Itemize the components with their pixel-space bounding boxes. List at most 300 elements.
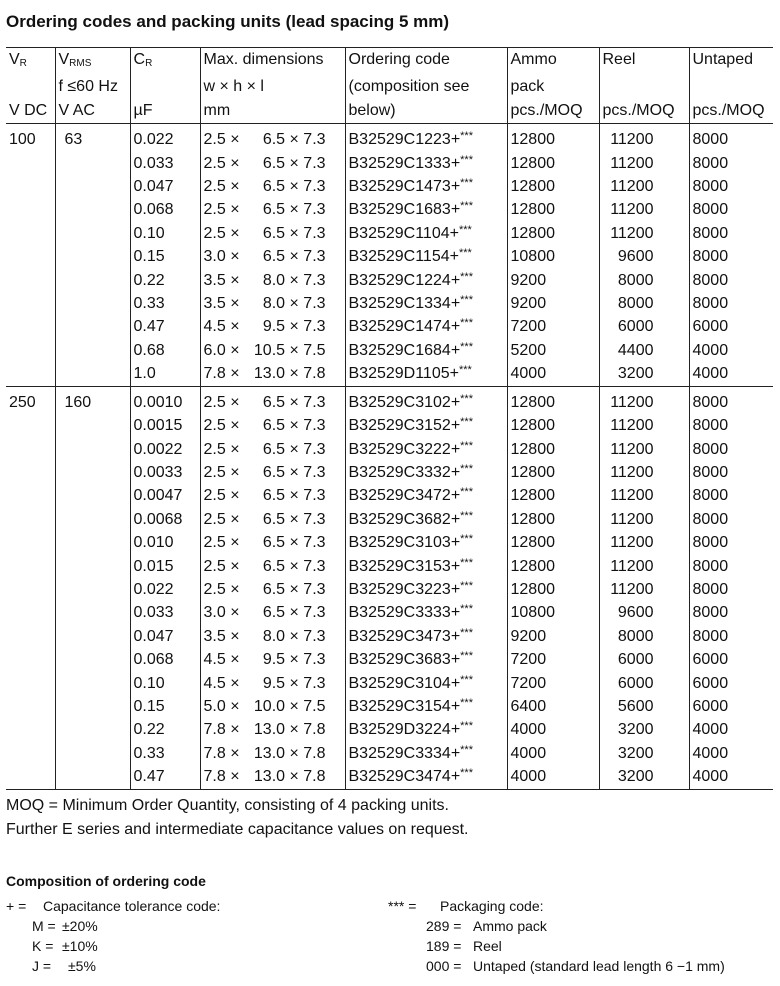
table-row xyxy=(6,625,773,648)
vr-cell xyxy=(6,625,55,648)
ordering-code-cell xyxy=(345,765,507,789)
reel-quantity-cell xyxy=(599,315,689,338)
ammo-quantity: 4000 xyxy=(510,365,547,383)
ordering-code: B32529C3333+ xyxy=(348,604,461,622)
capacitance-cell: 0.0015 xyxy=(130,414,200,437)
dimensions-cell xyxy=(200,175,345,198)
reel-quantity: 11200 xyxy=(610,178,654,196)
dimension-height-length: 6.5 × 7.3 xyxy=(262,417,326,435)
vr-cell xyxy=(6,531,55,554)
dimension-width: 7.8 × xyxy=(203,744,240,762)
packaging-code-placeholder: *** xyxy=(458,364,472,377)
reel-quantity-cell xyxy=(599,578,689,601)
ordering-code: B32529C1683+ xyxy=(348,201,461,219)
header-code-unit: below) xyxy=(345,99,507,124)
untaped-quantity: 6000 xyxy=(692,674,729,692)
dimension-width: 4.5 × xyxy=(203,318,240,336)
untaped-quantity-cell xyxy=(689,414,773,437)
capacitance-cell: 0.010 xyxy=(130,531,200,554)
capacitance-cell: 0.047 xyxy=(130,175,200,198)
reel-quantity-cell xyxy=(599,339,689,362)
dimension-width: 2.5 × xyxy=(203,224,240,242)
header-cell xyxy=(6,75,55,98)
header-cell xyxy=(689,75,773,98)
ammo-quantity: 10800 xyxy=(510,248,555,266)
dimension-height-length: 8.0 × 7.3 xyxy=(262,627,326,645)
ammo-quantity: 5200 xyxy=(510,341,547,359)
reel-quantity-cell xyxy=(599,765,689,789)
dimension-width: 3.0 × xyxy=(203,604,240,622)
dimension-width: 2.5 × xyxy=(203,154,240,172)
packaging-code-placeholder: *** xyxy=(460,153,473,166)
ammo-quantity-cell xyxy=(507,625,599,648)
vrms-cell xyxy=(55,531,130,554)
header-ammo: Ammo xyxy=(507,48,599,76)
ordering-code: B32529C1334+ xyxy=(348,295,461,313)
dimensions-cell xyxy=(200,386,345,414)
dimension-height-length: 6.5 × 7.3 xyxy=(262,557,326,575)
packaging-symbol: *** = xyxy=(388,898,417,914)
reel-quantity: 9600 xyxy=(617,604,654,622)
packaging-value-000: Untaped (standard lead length 6 −1 mm) xyxy=(473,958,725,974)
vr-cell: 250 xyxy=(6,386,55,414)
dimensions-cell xyxy=(200,292,345,315)
packaging-value-289: Ammo pack xyxy=(473,918,547,934)
packaging-code-placeholder: *** xyxy=(460,439,473,452)
table-row xyxy=(6,198,773,221)
dimension-height-length: 6.5 × 7.3 xyxy=(262,178,326,196)
packaging-code-placeholder: *** xyxy=(460,340,473,353)
ordering-code: B32529C1473+ xyxy=(348,178,461,196)
ordering-code-cell xyxy=(345,152,507,175)
ammo-quantity: 12800 xyxy=(510,440,555,458)
ammo-quantity: 9200 xyxy=(510,627,547,645)
dimension-width: 6.0 × xyxy=(203,341,240,359)
ordering-code-cell xyxy=(345,175,507,198)
dimension-width: 3.5 × xyxy=(203,627,240,645)
untaped-quantity: 8000 xyxy=(692,417,729,435)
ordering-code-cell xyxy=(345,555,507,578)
dimension-height-length: 13.0 × 7.8 xyxy=(253,768,326,786)
header-reel: Reel xyxy=(599,48,689,76)
reel-quantity: 11200 xyxy=(610,393,654,411)
untaped-quantity-cell xyxy=(689,555,773,578)
untaped-quantity-cell xyxy=(689,718,773,741)
vr-cell xyxy=(6,339,55,362)
dimension-height-length: 13.0 × 7.8 xyxy=(253,365,326,383)
untaped-quantity: 4000 xyxy=(692,768,729,786)
reel-quantity: 3200 xyxy=(617,365,654,383)
ammo-quantity-cell xyxy=(507,362,599,386)
capacitance-cell: 0.15 xyxy=(130,245,200,268)
dimensions-cell xyxy=(200,245,345,268)
reel-quantity-cell xyxy=(599,508,689,531)
header-vrms-symbol: V xyxy=(58,51,70,68)
dimension-height-length: 6.5 × 7.3 xyxy=(262,487,326,505)
reel-quantity: 11200 xyxy=(610,201,654,219)
header-vr-unit: V DC xyxy=(9,101,48,119)
ordering-code-cell xyxy=(345,414,507,437)
ammo-quantity-cell xyxy=(507,292,599,315)
dimensions-cell xyxy=(200,222,345,245)
header-vr xyxy=(6,48,55,76)
capacitance-cell: 0.047 xyxy=(130,625,200,648)
capacitance-cell: 0.0022 xyxy=(130,438,200,461)
ordering-code-cell xyxy=(345,438,507,461)
ammo-quantity: 4000 xyxy=(510,744,547,762)
vrms-cell: 63 xyxy=(55,124,130,152)
packaging-code-289: 289 = xyxy=(426,918,462,934)
table-row xyxy=(6,386,773,414)
reel-quantity-cell xyxy=(599,245,689,268)
untaped-quantity: 8000 xyxy=(692,271,729,289)
tolerance-symbol: + = xyxy=(6,898,27,914)
dimension-width: 2.5 × xyxy=(203,534,240,552)
vrms-cell xyxy=(55,508,130,531)
dimensions-cell xyxy=(200,578,345,601)
table-body xyxy=(6,124,773,789)
dimensions-cell xyxy=(200,152,345,175)
reel-quantity-cell xyxy=(599,672,689,695)
dimensions-cell xyxy=(200,718,345,741)
reel-quantity: 11200 xyxy=(610,440,654,458)
reel-quantity-cell xyxy=(599,742,689,765)
table-row xyxy=(6,414,773,437)
reel-quantity-cell xyxy=(599,152,689,175)
untaped-quantity: 8000 xyxy=(692,154,729,172)
capacitance-cell: 0.15 xyxy=(130,695,200,718)
ammo-quantity-cell xyxy=(507,315,599,338)
dimensions-cell xyxy=(200,269,345,292)
table-row xyxy=(6,531,773,554)
untaped-quantity: 8000 xyxy=(692,178,729,196)
packaging-code-000: 000 = xyxy=(426,958,462,974)
ordering-code: B32529C3152+ xyxy=(348,417,461,435)
dimension-height-length: 6.5 × 7.3 xyxy=(262,224,326,242)
ordering-code: B32529C1333+ xyxy=(348,154,461,172)
vrms-cell xyxy=(55,152,130,175)
reel-quantity: 8000 xyxy=(617,271,654,289)
packaging-code-placeholder: *** xyxy=(460,200,473,213)
ammo-quantity-cell xyxy=(507,245,599,268)
untaped-quantity: 6000 xyxy=(692,697,729,715)
ammo-quantity: 12800 xyxy=(510,463,555,481)
reel-quantity: 11200 xyxy=(610,534,654,552)
reel-quantity: 6000 xyxy=(617,651,654,669)
ordering-code: B32529C1684+ xyxy=(348,341,461,359)
ordering-code-cell xyxy=(345,222,507,245)
dimensions-cell xyxy=(200,339,345,362)
untaped-quantity-cell xyxy=(689,152,773,175)
untaped-quantity: 8000 xyxy=(692,440,729,458)
ordering-code-cell xyxy=(345,672,507,695)
untaped-quantity-cell xyxy=(689,124,773,152)
reel-quantity-cell xyxy=(599,648,689,671)
table-row xyxy=(6,152,773,175)
vrms-cell xyxy=(55,292,130,315)
header-reel-unit: pcs./MOQ xyxy=(599,99,689,124)
ordering-codes-table xyxy=(6,47,773,790)
dimensions-cell xyxy=(200,414,345,437)
ordering-code-cell xyxy=(345,718,507,741)
packaging-code-placeholder: *** xyxy=(460,767,473,780)
vrms-cell xyxy=(55,362,130,386)
ammo-quantity-cell xyxy=(507,742,599,765)
vr-cell xyxy=(6,601,55,624)
ordering-code-cell xyxy=(345,269,507,292)
packaging-code-placeholder: *** xyxy=(460,743,473,756)
ordering-code-cell xyxy=(345,742,507,765)
ammo-quantity: 6400 xyxy=(510,697,547,715)
ordering-code: B32529C1104+ xyxy=(348,224,459,242)
vrms-cell xyxy=(55,742,130,765)
ammo-quantity: 12800 xyxy=(510,201,555,219)
packaging-code-placeholder: *** xyxy=(460,317,473,330)
reel-quantity-cell xyxy=(599,531,689,554)
ammo-quantity-cell xyxy=(507,339,599,362)
table-row xyxy=(6,718,773,741)
reel-quantity-cell xyxy=(599,695,689,718)
untaped-quantity-cell xyxy=(689,601,773,624)
untaped-quantity-cell xyxy=(689,362,773,386)
tolerance-code-k: K = xyxy=(32,938,54,954)
untaped-quantity-cell xyxy=(689,508,773,531)
vr-cell xyxy=(6,555,55,578)
capacitance-cell: 0.0047 xyxy=(130,484,200,507)
ordering-code: B32529C3102+ xyxy=(348,393,461,411)
tolerance-value-k: ±10% xyxy=(62,938,98,954)
ordering-code-cell xyxy=(345,292,507,315)
ordering-code: B32529C3104+ xyxy=(348,674,461,692)
untaped-quantity: 8000 xyxy=(692,487,729,505)
header-code-note: (composition see xyxy=(345,75,507,98)
capacitance-cell: 0.015 xyxy=(130,555,200,578)
ordering-code: B32529D1105+ xyxy=(348,365,459,383)
ordering-code-cell xyxy=(345,362,507,386)
dimension-width: 3.0 × xyxy=(203,248,240,266)
ordering-code: B32529C3473+ xyxy=(348,627,461,645)
ammo-quantity: 12800 xyxy=(510,487,555,505)
ammo-quantity-cell xyxy=(507,152,599,175)
header-cr-unit: µF xyxy=(130,99,200,124)
ordering-code-cell xyxy=(345,315,507,338)
capacitance-cell: 0.10 xyxy=(130,222,200,245)
untaped-quantity-cell xyxy=(689,198,773,221)
ammo-quantity-cell xyxy=(507,198,599,221)
dimension-height-length: 8.0 × 7.3 xyxy=(262,271,326,289)
ammo-quantity: 4000 xyxy=(510,721,547,739)
packaging-code-placeholder: *** xyxy=(460,177,473,190)
vrms-cell xyxy=(55,461,130,484)
dimension-height-length: 9.5 × 7.3 xyxy=(262,674,326,692)
table-row xyxy=(6,508,773,531)
vrms-cell xyxy=(55,315,130,338)
ordering-code: B32529C3223+ xyxy=(348,580,461,598)
untaped-quantity-cell xyxy=(689,625,773,648)
vrms-cell: 160 xyxy=(55,386,130,414)
ordering-code-cell xyxy=(345,124,507,152)
ammo-quantity: 9200 xyxy=(510,271,547,289)
reel-quantity: 11200 xyxy=(610,131,654,149)
dimensions-cell xyxy=(200,648,345,671)
dimension-height-length: 6.5 × 7.3 xyxy=(262,604,326,622)
ammo-quantity-cell xyxy=(507,672,599,695)
capacitance-cell: 0.68 xyxy=(130,339,200,362)
untaped-quantity-cell xyxy=(689,175,773,198)
table-row xyxy=(6,601,773,624)
untaped-quantity-cell xyxy=(689,695,773,718)
untaped-quantity: 8000 xyxy=(692,463,729,481)
reel-quantity: 11200 xyxy=(610,557,654,575)
dimension-height-length: 9.5 × 7.3 xyxy=(262,318,326,336)
dimension-width: 2.5 × xyxy=(203,463,240,481)
reel-quantity: 9600 xyxy=(617,248,654,266)
vrms-cell xyxy=(55,339,130,362)
note-moq: MOQ = Minimum Order Quantity, consisting of 4 packing units. xyxy=(6,797,449,814)
untaped-quantity: 8000 xyxy=(692,557,729,575)
ammo-quantity-cell xyxy=(507,578,599,601)
packaging-code-placeholder: *** xyxy=(460,462,473,475)
vr-cell: 100 xyxy=(6,124,55,152)
untaped-quantity-cell xyxy=(689,461,773,484)
untaped-quantity: 6000 xyxy=(692,318,729,336)
untaped-quantity: 8000 xyxy=(692,510,729,528)
header-vrms xyxy=(55,48,130,76)
dimension-height-length: 6.5 × 7.3 xyxy=(262,248,326,266)
vrms-cell xyxy=(55,625,130,648)
untaped-quantity-cell xyxy=(689,315,773,338)
dimension-height-length: 6.5 × 7.3 xyxy=(262,580,326,598)
header-vrms-subscript: RMS xyxy=(69,58,92,69)
vr-cell xyxy=(6,718,55,741)
vrms-cell xyxy=(55,414,130,437)
packaging-code-placeholder: *** xyxy=(458,247,472,260)
packaging-code-189: 189 = xyxy=(426,938,462,954)
dimension-height-length: 6.5 × 7.3 xyxy=(262,463,326,481)
ordering-code-cell xyxy=(345,198,507,221)
table-row xyxy=(6,555,773,578)
dimensions-cell xyxy=(200,362,345,386)
packaging-code-placeholder: *** xyxy=(460,556,473,569)
ammo-quantity-cell xyxy=(507,222,599,245)
ordering-code-cell xyxy=(345,578,507,601)
packaging-heading: Packaging code: xyxy=(440,898,544,914)
untaped-quantity: 8000 xyxy=(692,604,729,622)
table-row xyxy=(6,484,773,507)
vrms-cell xyxy=(55,175,130,198)
dimension-width: 2.5 × xyxy=(203,440,240,458)
packaging-code-placeholder: *** xyxy=(460,696,473,709)
dimension-width: 7.8 × xyxy=(203,365,240,383)
ammo-quantity: 4000 xyxy=(510,768,547,786)
untaped-quantity: 8000 xyxy=(692,201,729,219)
table-row xyxy=(6,269,773,292)
vrms-cell xyxy=(55,648,130,671)
ammo-quantity-cell xyxy=(507,386,599,414)
vr-cell xyxy=(6,175,55,198)
packaging-code-placeholder: *** xyxy=(460,579,473,592)
table-header xyxy=(6,48,773,124)
ammo-quantity-cell xyxy=(507,765,599,789)
vr-cell xyxy=(6,695,55,718)
ordering-code: B32529C3472+ xyxy=(348,487,461,505)
ordering-code: B32529C3154+ xyxy=(348,697,461,715)
vr-cell xyxy=(6,648,55,671)
dimensions-cell xyxy=(200,461,345,484)
dimensions-cell xyxy=(200,555,345,578)
vrms-cell xyxy=(55,578,130,601)
vr-cell xyxy=(6,672,55,695)
reel-quantity-cell xyxy=(599,175,689,198)
vr-cell xyxy=(6,508,55,531)
vr-cell xyxy=(6,292,55,315)
ammo-quantity-cell xyxy=(507,438,599,461)
ordering-code-cell xyxy=(345,648,507,671)
ordering-code-cell xyxy=(345,461,507,484)
ammo-quantity-cell xyxy=(507,484,599,507)
dimension-width: 2.5 × xyxy=(203,201,240,219)
ammo-quantity-cell xyxy=(507,695,599,718)
dimension-height-length: 8.0 × 7.3 xyxy=(262,295,326,313)
untaped-quantity: 8000 xyxy=(692,224,729,242)
ammo-quantity: 12800 xyxy=(510,417,555,435)
header-untaped: Untaped xyxy=(689,48,773,76)
dimensions-cell xyxy=(200,695,345,718)
ordering-code: B32529C1154+ xyxy=(348,248,459,266)
reel-quantity-cell xyxy=(599,484,689,507)
packaging-code-placeholder: *** xyxy=(460,603,473,616)
untaped-quantity-cell xyxy=(689,742,773,765)
dimension-height-length: 13.0 × 7.8 xyxy=(253,721,326,739)
vr-cell xyxy=(6,269,55,292)
ordering-code: B32529C3222+ xyxy=(348,440,461,458)
untaped-quantity-cell xyxy=(689,292,773,315)
ordering-code: B32529C1223+ xyxy=(348,131,461,149)
ammo-quantity: 12800 xyxy=(510,557,555,575)
untaped-quantity-cell xyxy=(689,339,773,362)
ordering-code-cell xyxy=(345,508,507,531)
untaped-quantity-cell xyxy=(689,386,773,414)
reel-quantity: 4400 xyxy=(617,341,654,359)
ammo-quantity-cell xyxy=(507,414,599,437)
header-cr-subscript: R xyxy=(145,58,153,69)
packaging-value-189: Reel xyxy=(473,938,502,954)
ordering-code: B32529C3682+ xyxy=(348,510,461,528)
header-cell xyxy=(599,75,689,98)
reel-quantity: 11200 xyxy=(610,487,654,505)
vr-cell xyxy=(6,198,55,221)
reel-quantity: 11200 xyxy=(610,463,654,481)
table-row xyxy=(6,124,773,152)
table-row xyxy=(6,315,773,338)
reel-quantity-cell xyxy=(599,124,689,152)
vrms-cell xyxy=(55,222,130,245)
table-row xyxy=(6,175,773,198)
dimension-height-length: 6.5 × 7.3 xyxy=(262,131,326,149)
vr-cell xyxy=(6,438,55,461)
dimension-width: 3.5 × xyxy=(203,295,240,313)
header-vrms-unit: V AC xyxy=(55,99,130,124)
reel-quantity-cell xyxy=(599,222,689,245)
dimensions-cell xyxy=(200,508,345,531)
dimensions-cell xyxy=(200,672,345,695)
header-vr-symbol: V xyxy=(9,51,20,68)
untaped-quantity-cell xyxy=(689,672,773,695)
table-row xyxy=(6,222,773,245)
header-vrms-freq: f ≤60 Hz xyxy=(55,75,130,98)
packaging-code-placeholder: *** xyxy=(460,626,473,639)
reel-quantity: 3200 xyxy=(617,721,654,739)
